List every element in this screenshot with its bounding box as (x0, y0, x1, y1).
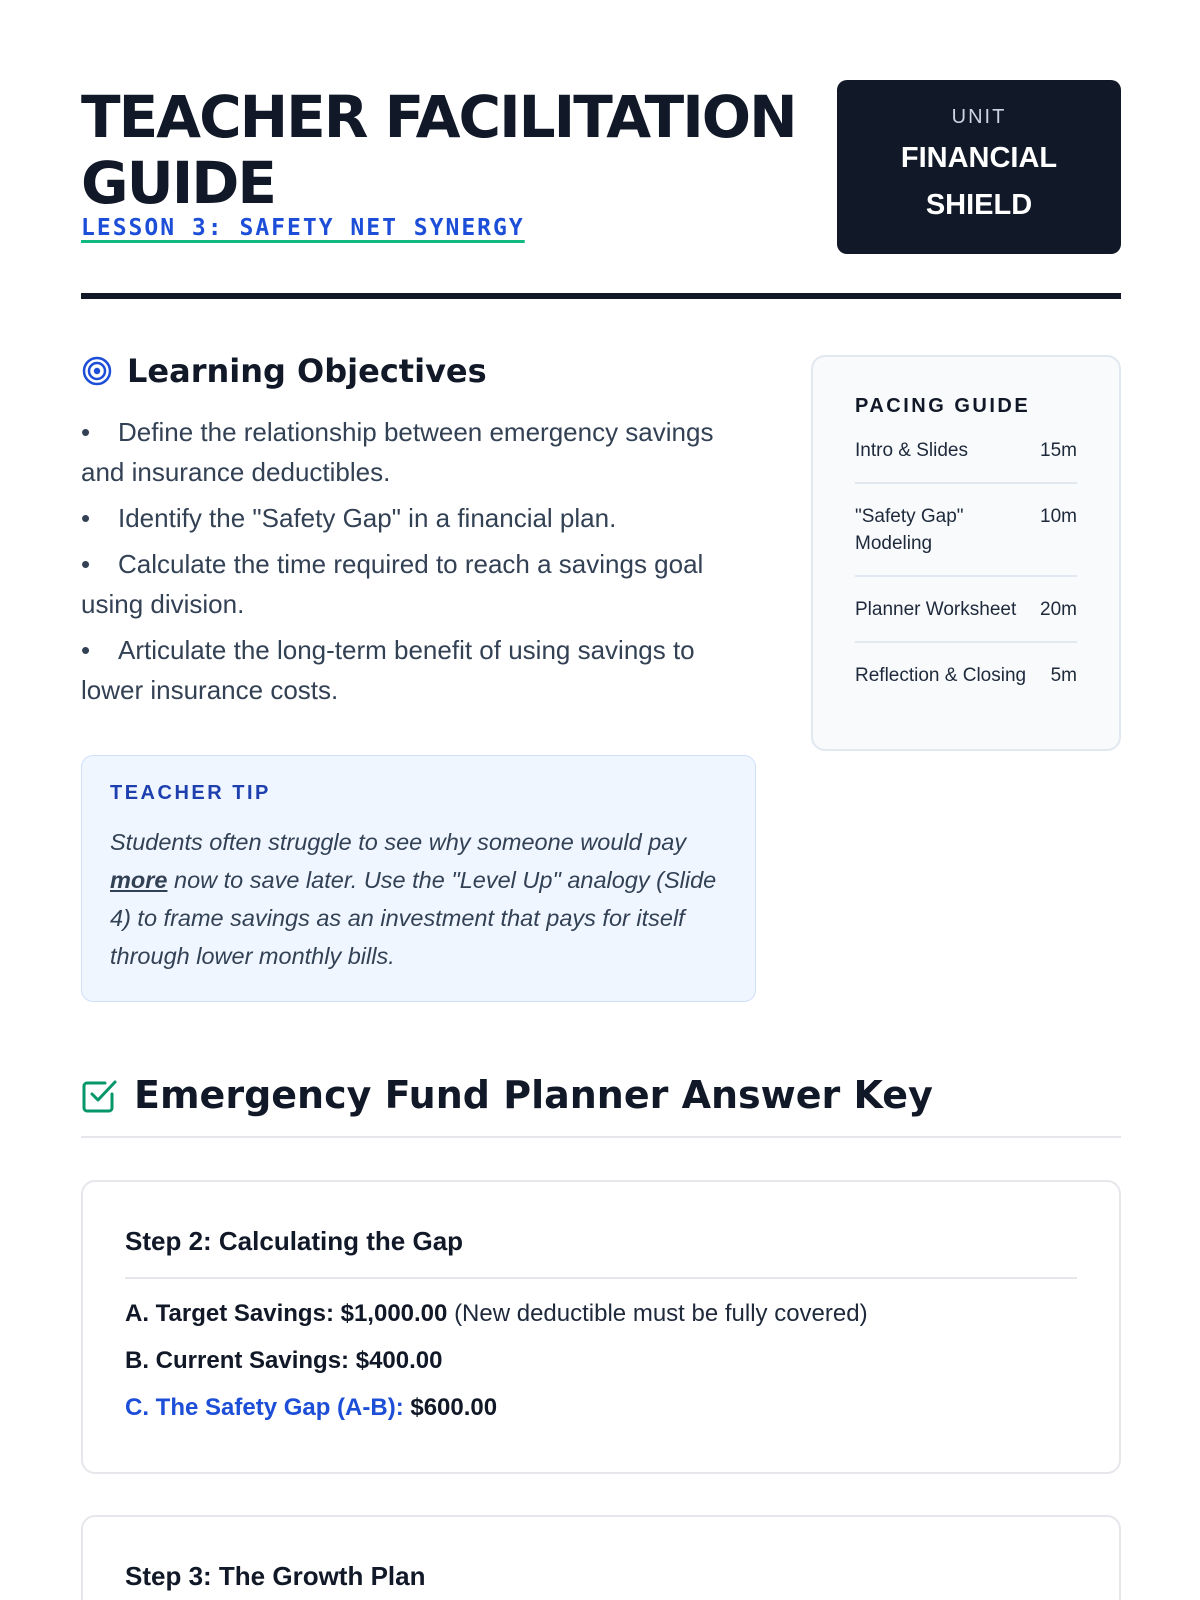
target-savings-line: A. Target Savings: $1,000.00 (New deductible must be fully covered) (125, 1300, 868, 1327)
objectives-heading: Learning Objectives (127, 352, 487, 390)
objective-item: • Define the relationship between emergency savings and insurance deductibles. (81, 417, 714, 487)
objective-item: • Calculate the time required to reach a savings goal using division. (81, 549, 704, 619)
pacing-row (855, 484, 1077, 577)
step-2-card (81, 1180, 1121, 1474)
objectives-header (81, 352, 757, 390)
current-savings-line: B. Current Savings: $400.00 (125, 1347, 443, 1374)
pacing-activity: Intro & Slides (855, 440, 968, 461)
objective-item: • Articulate the long-term benefit of using savings to lower insurance costs. (81, 635, 695, 705)
pacing-activity: "Safety Gap" Modeling (855, 506, 964, 554)
pacing-row (855, 418, 1077, 484)
header (81, 0, 1121, 300)
pacing-row (855, 643, 1077, 707)
pacing-activity: Planner Worksheet (855, 599, 1017, 620)
teacher-tip (81, 755, 756, 1002)
step-3-card (81, 1515, 1121, 1600)
tip-emphasis: more (110, 867, 168, 893)
pacing-title: PACING GUIDE (855, 395, 1031, 417)
unit-label: UNIT (951, 106, 1007, 128)
pacing-activity: Reflection & Closing (855, 665, 1027, 686)
step-title: Step 3: The Growth Plan (125, 1561, 426, 1591)
pacing-time: 20m (1040, 599, 1077, 620)
pacing-time: 10m (1040, 506, 1077, 527)
checkbox-icon (81, 1077, 118, 1114)
tip-text: Students often struggle to see why someone would pay more now to save later. Use the "Level Up" analogy (Slide 4) to frame savings as an investment that pays for itself through lower monthly bills. (110, 829, 717, 969)
guide-page (81, 0, 1121, 1591)
target-icon (81, 355, 113, 387)
learning-objectives (81, 352, 757, 716)
lesson-link[interactable]: LESSON 3: SAFETY NET SYNERGY (81, 215, 525, 241)
safety-gap-line: C. The Safety Gap (A-B): $600.00 (125, 1394, 498, 1421)
step-title: Step 2: Calculating the Gap (125, 1182, 1077, 1279)
header-divider (81, 293, 1121, 299)
pacing-guide (811, 355, 1121, 751)
pacing-time: 15m (1040, 440, 1077, 461)
answer-key-header (81, 1072, 1121, 1138)
unit-name: FINANCIAL SHIELD (900, 142, 1058, 221)
unit-badge (837, 80, 1121, 254)
tip-label: TEACHER TIP (110, 782, 271, 804)
pacing-row (855, 577, 1077, 643)
answer-key-heading: Emergency Fund Planner Answer Key (134, 1073, 933, 1117)
pacing-time: 5m (1050, 665, 1077, 686)
objective-item: • Identify the "Safety Gap" in a financial plan. (81, 503, 617, 533)
page-title: TEACHER FACILITATION GUIDE (81, 83, 796, 217)
objectives-list (81, 412, 757, 710)
